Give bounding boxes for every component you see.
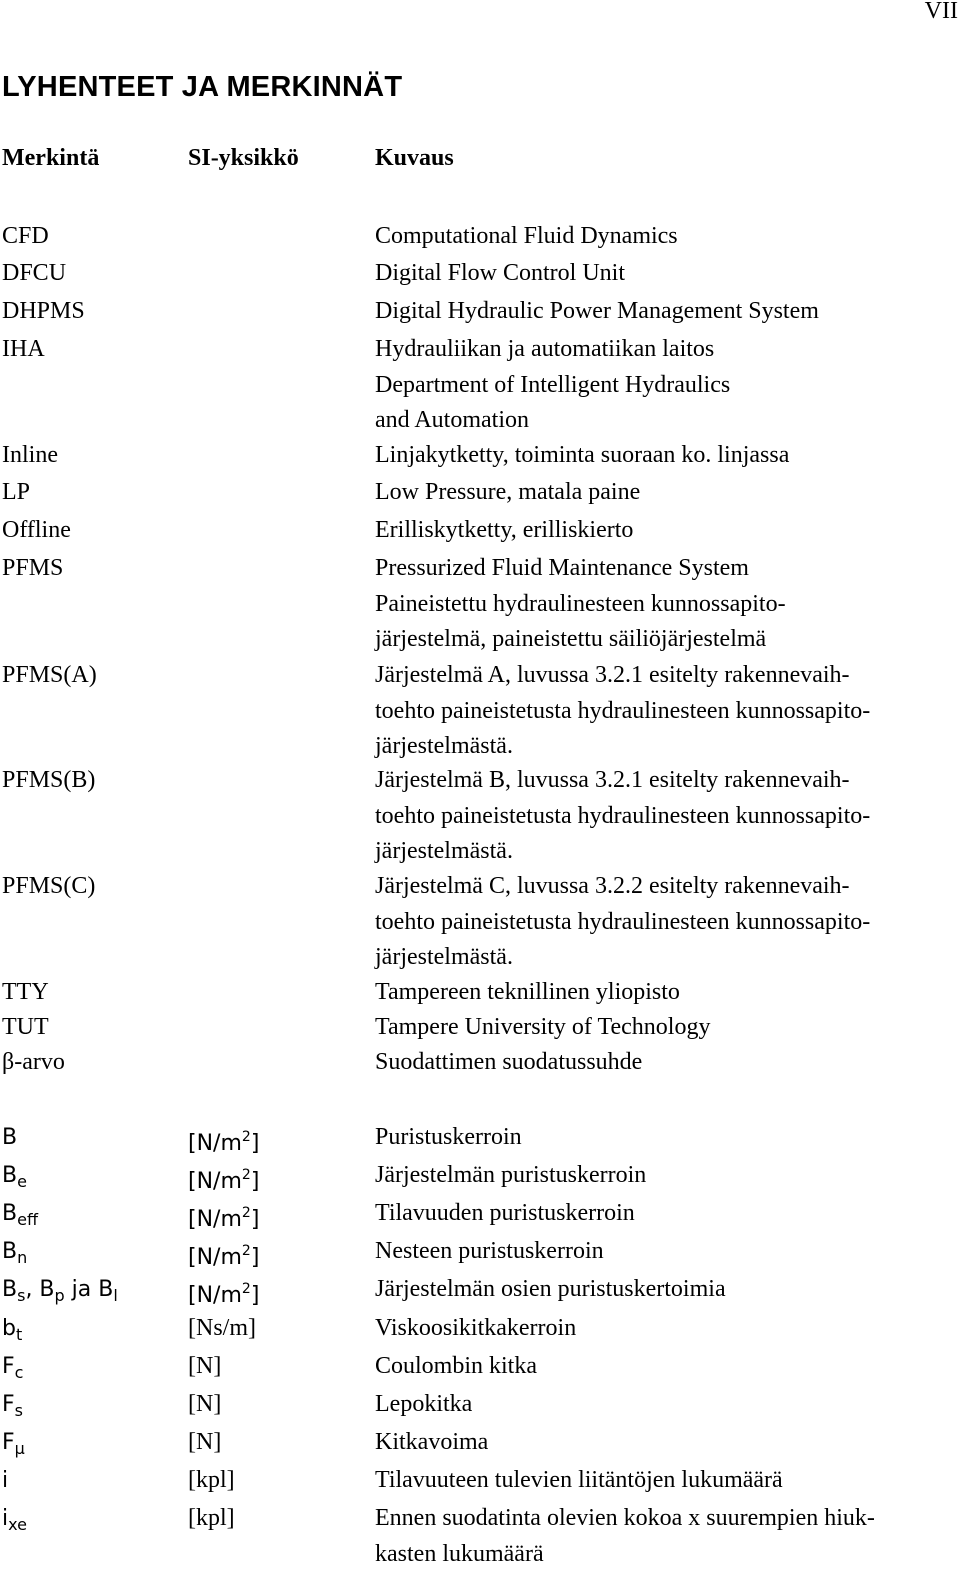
abbreviation-description: [375, 256, 950, 292]
description-line: kasten lukumäärä: [375, 1537, 950, 1572]
symbol-term: [2, 1272, 118, 1308]
abbreviation-term: DFCU: [2, 256, 66, 292]
description-line: Järjestelmä C, luvussa 3.2.2 esitelty rakennevaih-: [375, 869, 950, 905]
symbol-description: [375, 1272, 950, 1308]
symbol-base: i: [2, 1468, 8, 1493]
column-header-description: Kuvaus: [375, 145, 454, 172]
abbreviation-term: LP: [2, 475, 30, 511]
description-line: Järjestelmän osien puristuskertoimia: [375, 1272, 950, 1308]
description-line: Järjestelmän puristuskerroin: [375, 1158, 950, 1194]
description-line: järjestelmästä.: [375, 834, 950, 870]
description-line: Pressurized Fluid Maintenance System: [375, 551, 950, 587]
abbreviation-description: [375, 551, 950, 658]
description-line: Viskoosikitkakerroin: [375, 1311, 950, 1347]
page-number: VII: [925, 0, 958, 25]
abbreviation-term: PFMS(A): [2, 658, 97, 694]
unit-exponent: 2: [242, 1129, 251, 1145]
unit-text: [N]: [188, 1353, 221, 1379]
unit-text: [kpl]: [188, 1505, 235, 1531]
symbol-base: B: [2, 1125, 17, 1150]
abbreviation-term: β-arvo: [2, 1045, 65, 1081]
abbreviation-description: [375, 294, 950, 330]
symbol-subscript: c: [15, 1363, 24, 1382]
abbreviation-description: [375, 438, 950, 474]
symbol-base: B: [2, 1239, 17, 1264]
description-line: and Automation: [375, 403, 950, 439]
description-line: Tampere University of Technology: [375, 1010, 950, 1046]
unit-text: ]: [251, 1169, 260, 1194]
unit-text: ]: [251, 1245, 260, 1270]
symbol-term: [2, 1463, 8, 1499]
unit-text: [N/m: [188, 1245, 242, 1270]
abbreviation-term: IHA: [2, 332, 45, 368]
symbol-term: [2, 1120, 17, 1156]
symbol-description: [375, 1234, 950, 1270]
description-line: Järjestelmä A, luvussa 3.2.1 esitelty rakennevaih-: [375, 658, 950, 694]
symbol-base: b: [2, 1316, 16, 1341]
abbreviation-term: DHPMS: [2, 294, 85, 330]
unit-text: [N]: [188, 1429, 221, 1455]
description-line: Low Pressure, matala paine: [375, 475, 950, 511]
abbreviation-description: [375, 475, 950, 511]
unit-text: [N/m: [188, 1207, 242, 1232]
unit-text: [N]: [188, 1391, 221, 1417]
symbol-unit: [188, 1234, 259, 1270]
symbol-term: [2, 1311, 22, 1347]
description-line: Coulombin kitka: [375, 1349, 950, 1385]
symbol-subscript: eff: [17, 1210, 38, 1229]
unit-text: ]: [251, 1283, 260, 1308]
symbol-unit: [188, 1196, 259, 1232]
symbol-description: [375, 1311, 950, 1347]
symbol-description: [375, 1349, 950, 1385]
symbol-subscript: s: [15, 1401, 23, 1420]
symbol-unit: [188, 1272, 259, 1308]
symbol-description: [375, 1425, 950, 1461]
symbol-term: [2, 1234, 27, 1270]
description-line: järjestelmä, paineistettu säiliöjärjestelmä: [375, 622, 950, 658]
symbol-description: [375, 1387, 950, 1423]
description-line: Puristuskerroin: [375, 1120, 950, 1156]
description-line: Lepokitka: [375, 1387, 950, 1423]
unit-text: [N/m: [188, 1131, 242, 1156]
description-line: Ennen suodatinta olevien kokoa x suurempien hiuk-: [375, 1501, 950, 1537]
symbol-base: B: [2, 1277, 17, 1302]
unit-exponent: 2: [242, 1167, 251, 1183]
symbol-subscript: t: [16, 1325, 22, 1344]
abbreviation-description: [375, 658, 950, 765]
symbol-unit: [188, 1349, 221, 1385]
column-header-unit: SI-yksikkö: [188, 145, 299, 172]
symbol-unit: [188, 1158, 259, 1194]
description-line: Kitkavoima: [375, 1425, 950, 1461]
description-line: Erilliskytketty, erilliskierto: [375, 513, 950, 549]
description-line: Suodattimen suodatussuhde: [375, 1045, 950, 1081]
symbol-base: B: [2, 1201, 17, 1226]
abbreviation-description: [375, 869, 950, 976]
description-line: järjestelmästä.: [375, 940, 950, 976]
symbol-base: F: [2, 1392, 15, 1417]
description-line: Digital Hydraulic Power Management System: [375, 294, 950, 330]
symbol-description: [375, 1120, 950, 1156]
abbreviation-term: Inline: [2, 438, 58, 474]
page-title: LYHENTEET JA MERKINNÄT: [2, 71, 402, 104]
symbol-description: [375, 1196, 950, 1232]
unit-text: [N/m: [188, 1169, 242, 1194]
symbol-subscript: n: [17, 1248, 27, 1267]
description-line: Digital Flow Control Unit: [375, 256, 950, 292]
column-header-symbol: Merkintä: [2, 145, 99, 172]
symbol-base: F: [2, 1354, 15, 1379]
description-line: Nesteen puristuskerroin: [375, 1234, 950, 1270]
abbreviation-description: [375, 332, 950, 439]
symbol-unit: [188, 1120, 259, 1156]
symbol-base: i: [2, 1506, 8, 1531]
unit-text: [Ns/m]: [188, 1315, 256, 1341]
symbol-description: [375, 1463, 950, 1499]
description-line: toehto paineistetusta hydraulinesteen kunnossapito-: [375, 905, 950, 941]
description-line: Linjakytketty, toiminta suoraan ko. linjassa: [375, 438, 950, 474]
symbol-subscript: e: [17, 1172, 27, 1191]
abbreviation-description: [375, 513, 950, 549]
symbol-base: B: [2, 1163, 17, 1188]
symbol-text: ja B: [65, 1277, 114, 1302]
abbreviation-description: [375, 219, 950, 255]
unit-text: [kpl]: [188, 1467, 235, 1493]
symbol-description: [375, 1501, 950, 1572]
description-line: toehto paineistetusta hydraulinesteen kunnossapito-: [375, 694, 950, 730]
symbol-description: [375, 1158, 950, 1194]
description-line: Tilavuuden puristuskerroin: [375, 1196, 950, 1232]
abbreviation-term: TTY: [2, 975, 49, 1011]
abbreviation-term: PFMS(B): [2, 763, 95, 799]
unit-exponent: 2: [242, 1281, 251, 1297]
symbol-text: , B: [25, 1277, 54, 1302]
symbol-unit: [188, 1311, 256, 1347]
symbol-term: [2, 1158, 27, 1194]
abbreviation-description: [375, 975, 950, 1011]
abbreviation-description: [375, 1010, 950, 1046]
description-line: Järjestelmä B, luvussa 3.2.1 esitelty rakennevaih-: [375, 763, 950, 799]
symbol-term: [2, 1387, 23, 1423]
description-line: Paineistettu hydraulinesteen kunnossapito-: [375, 587, 950, 623]
symbol-term: [2, 1425, 25, 1461]
symbol-term: [2, 1501, 27, 1537]
unit-text: ]: [251, 1207, 260, 1232]
description-line: järjestelmästä.: [375, 729, 950, 765]
symbol-subscript: μ: [15, 1439, 25, 1458]
symbol-term: [2, 1196, 38, 1232]
symbol-unit: [188, 1387, 221, 1423]
symbol-term: [2, 1349, 23, 1385]
abbreviation-description: [375, 763, 950, 870]
symbol-subscript: xe: [8, 1515, 27, 1534]
symbol-subscript: l: [113, 1286, 117, 1305]
description-line: Computational Fluid Dynamics: [375, 219, 950, 255]
symbol-subscript: s: [17, 1286, 25, 1305]
description-line: Department of Intelligent Hydraulics: [375, 368, 950, 404]
abbreviation-term: CFD: [2, 219, 49, 255]
abbreviation-term: PFMS: [2, 551, 63, 587]
symbol-base: F: [2, 1430, 15, 1455]
abbreviation-description: [375, 1045, 950, 1081]
abbreviation-term: TUT: [2, 1010, 49, 1046]
description-line: Tilavuuteen tulevien liitäntöjen lukumäärä: [375, 1463, 950, 1499]
symbol-unit: [188, 1501, 235, 1537]
symbol-unit: [188, 1463, 235, 1499]
unit-exponent: 2: [242, 1205, 251, 1221]
description-line: Hydrauliikan ja automatiikan laitos: [375, 332, 950, 368]
description-line: Tampereen teknillinen yliopisto: [375, 975, 950, 1011]
unit-text: [N/m: [188, 1283, 242, 1308]
abbreviation-term: Offline: [2, 513, 71, 549]
unit-exponent: 2: [242, 1243, 251, 1259]
symbol-unit: [188, 1425, 221, 1461]
abbreviation-term: PFMS(C): [2, 869, 95, 905]
description-line: toehto paineistetusta hydraulinesteen kunnossapito-: [375, 799, 950, 835]
symbol-subscript: p: [55, 1286, 65, 1305]
unit-text: ]: [251, 1131, 260, 1156]
